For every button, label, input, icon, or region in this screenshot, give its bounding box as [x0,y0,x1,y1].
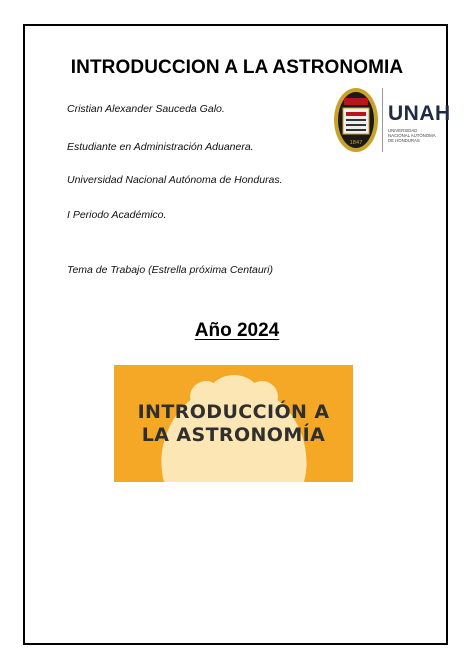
banner-line-2: LA ASTRONOMÍA [141,424,326,446]
unah-logo [333,86,451,156]
author-line: Cristian Alexander Sauceda Galo. [67,103,225,115]
banner-title [114,401,353,447]
topic-line: Tema de Trabajo (Estrella próxima Centauri) [67,264,274,276]
document-title: INTRODUCCION A LA ASTRONOMIA [70,57,404,78]
program-line: Estudiante en Administración Aduanera. [67,141,254,153]
banner-line-1: INTRODUCCIÓN A [137,401,330,423]
year-text: Año 2024 [194,320,280,341]
university-seal-icon [333,86,379,154]
year-heading [0,320,474,342]
course-banner [114,365,353,482]
unah-subtitle: UNIVERSIDAD NACIONAL AUTÓNOMA DE HONDURAS [388,128,436,143]
unah-wordmark: UNAH [388,102,451,125]
university-line: Universidad Nacional Autónoma de Honduras. [67,174,283,186]
seal-year: 1847 [349,140,363,146]
logo-divider [382,88,383,152]
period-line: I Periodo Académico. [67,209,167,221]
